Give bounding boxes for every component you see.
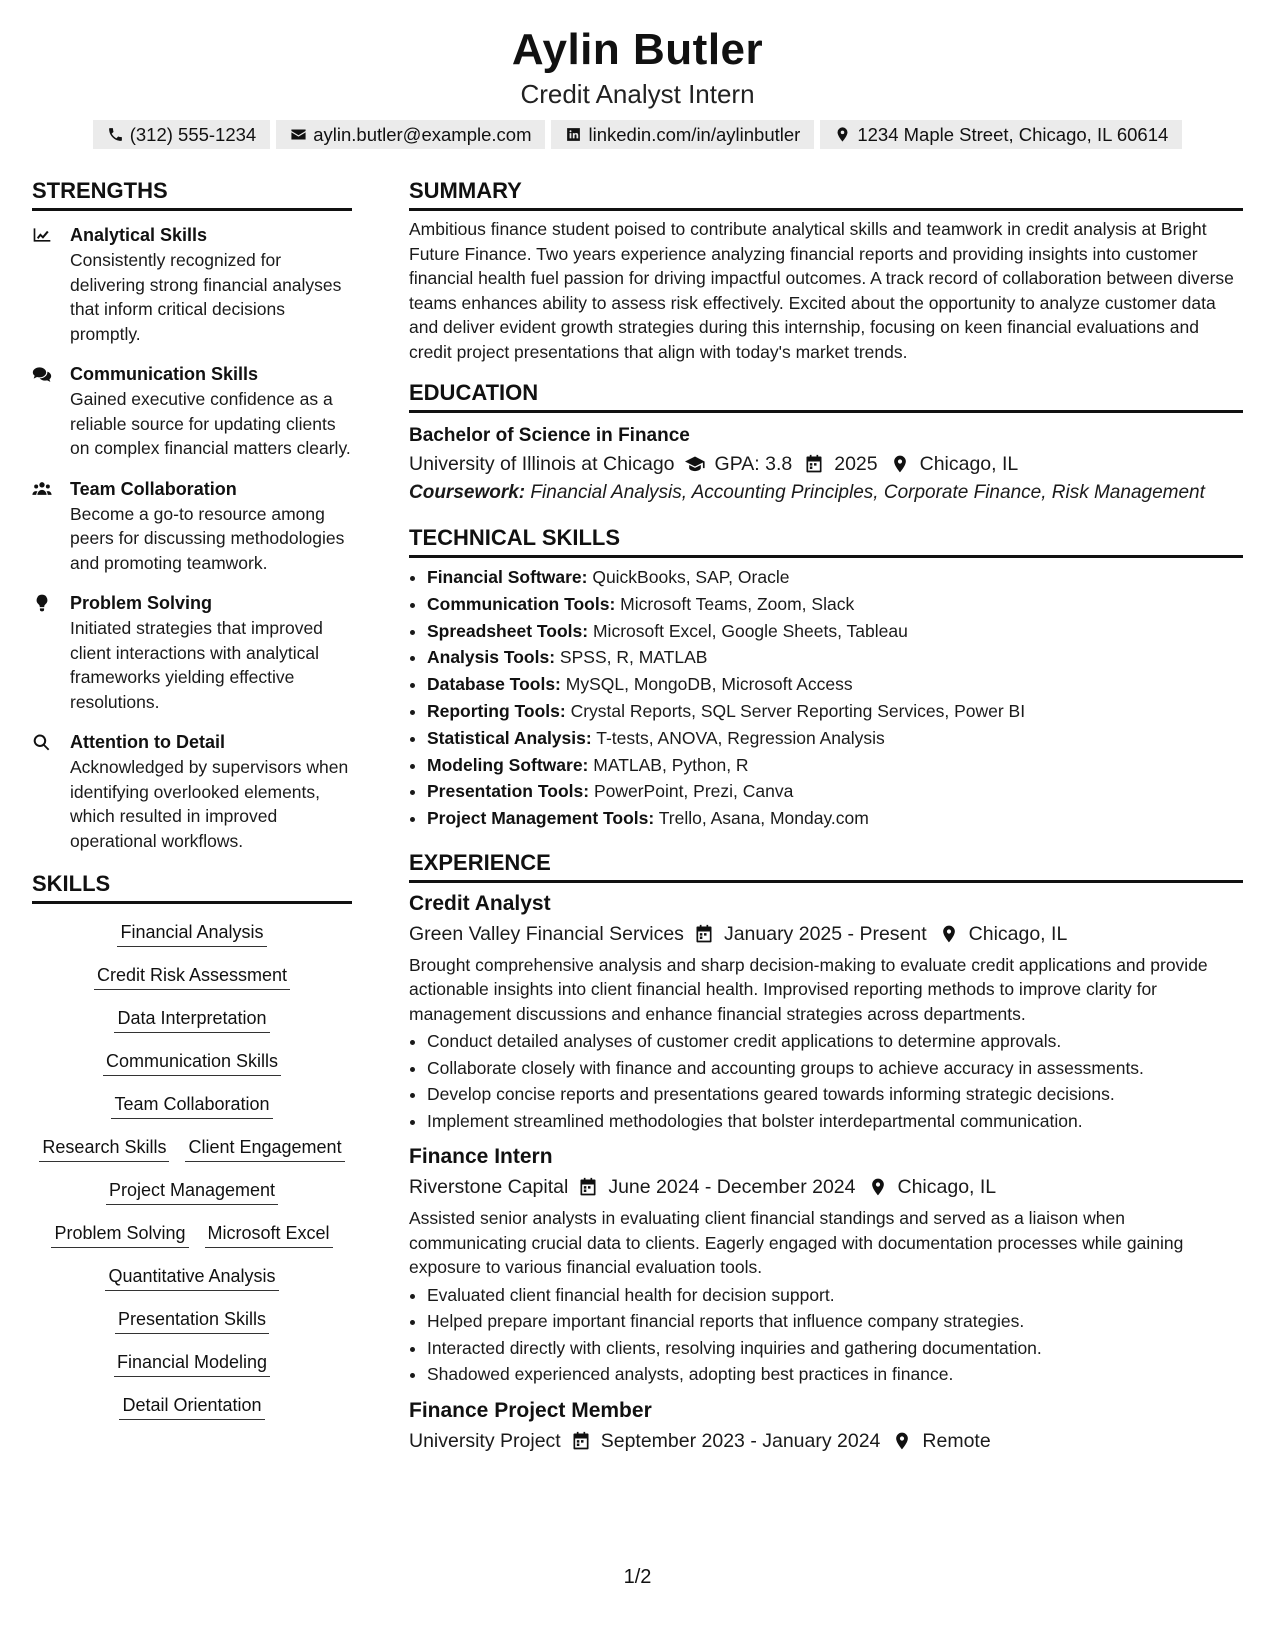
candidate-role: Credit Analyst Intern: [520, 79, 755, 109]
job-bullets: [409, 1028, 1243, 1134]
job-location: Chicago, IL: [968, 922, 1068, 945]
list-item: [427, 805, 1243, 832]
skill-tag: Presentation Skills: [115, 1307, 269, 1334]
contact-address: [820, 120, 1182, 149]
technical-skills-section: [409, 523, 1243, 832]
skill-tag: Credit Risk Assessment: [94, 963, 290, 990]
map-marker-icon: [834, 126, 851, 143]
skill-tag: Problem Solving: [51, 1221, 188, 1248]
lightbulb-icon: [32, 594, 52, 612]
skills-section: [32, 869, 352, 1420]
job-meta: [409, 1426, 1243, 1456]
strength-title: Analytical Skills: [70, 225, 208, 245]
calendar-icon: [578, 1177, 598, 1197]
strength-desc: Become a go-to resource among peers for discussing methodologies and promoting teamwork.: [70, 503, 345, 573]
list-item: • Collaborate closely with finance and accounting groups to achieve accuracy in assessments.: [427, 1055, 1243, 1082]
coursework-list: Financial Analysis, Accounting Principles, Corporate Finance, Risk Management: [530, 482, 1205, 503]
tech-skill-value: PowerPoint, Prezi, Canva: [593, 781, 794, 802]
skill-tag: Financial Modeling: [114, 1350, 270, 1377]
list-item: • Conduct detailed analyses of customer credit applications to determine approvals.: [427, 1028, 1243, 1055]
tech-skill-value: SPSS, R, MATLAB: [559, 647, 708, 668]
map-marker-icon: [892, 1431, 912, 1451]
list-item: [427, 671, 1243, 698]
education-coursework: [409, 481, 1243, 505]
education-meta: [409, 449, 1243, 479]
skill-tag: Project Management: [106, 1178, 278, 1205]
strength-title: Team Collaboration: [70, 478, 237, 499]
strength-item: [32, 223, 352, 346]
strength-desc: Acknowledged by supervisors when identifying overlooked elements, which resulted in improved operational workflows.: [70, 757, 349, 851]
job-location: Chicago, IL: [897, 1176, 997, 1199]
job-title: Finance Project Member: [409, 1398, 652, 1422]
job-location: Remote: [922, 1429, 991, 1452]
chart-line-icon: [32, 226, 52, 244]
education-location: Chicago, IL: [919, 453, 1019, 475]
job-dates: September 2023 - January 2024: [600, 1429, 881, 1452]
contact-bar: [0, 120, 1275, 149]
coursework-label: Coursework:: [409, 482, 526, 503]
contact-linkedin[interactable]: [551, 120, 814, 149]
summary-section: [409, 176, 1243, 364]
graduation-cap-icon: [685, 454, 705, 474]
contact-email[interactable]: [276, 120, 545, 149]
job-company: Riverstone Capital: [409, 1176, 569, 1199]
resume-header: [0, 24, 1275, 149]
experience-section: [409, 848, 1243, 1456]
envelope-icon: [290, 126, 307, 143]
job-company: Green Valley Financial Services: [409, 922, 684, 945]
tech-skill-value: Microsoft Teams, Zoom, Slack: [620, 593, 855, 614]
tech-skill-value: Crystal Reports, SQL Server Reporting Services, Power BI: [570, 700, 1026, 721]
list-item: [427, 752, 1243, 779]
job-dates: June 2024 - December 2024: [608, 1176, 856, 1199]
skills-tag-list: [32, 920, 352, 1420]
skill-tag: Detail Orientation: [119, 1393, 264, 1420]
page-number: 1/2: [623, 1566, 652, 1588]
strength-item: [32, 591, 352, 714]
list-item: [427, 698, 1243, 725]
strength-item: [32, 730, 352, 853]
contact-phone-text: (312) 555-1234: [129, 123, 257, 145]
tech-skill-label: Presentation Tools:: [427, 781, 590, 802]
job-entry: [409, 1142, 1243, 1388]
strength-title: Attention to Detail: [70, 732, 225, 752]
calendar-icon: [694, 924, 714, 944]
list-item: • Helped prepare important financial reports that influence company strategies.: [427, 1308, 1243, 1335]
tech-skill-label: Project Management Tools:: [427, 808, 655, 829]
contact-linkedin-text: linkedin.com/in/aylinbutler: [588, 123, 801, 145]
list-item: • Implement streamlined methodologies that bolster interdepartmental communication.: [427, 1108, 1243, 1135]
left-column: [32, 176, 352, 1420]
tech-skill-value: QuickBooks, SAP, Oracle: [592, 567, 790, 587]
calendar-icon: [571, 1431, 591, 1451]
list-item: [427, 725, 1243, 752]
list-item: [427, 644, 1243, 671]
list-item: • Develop concise reports and presentations geared towards informing strategic decisions.: [427, 1081, 1243, 1108]
job-description: Brought comprehensive analysis and sharp decision-making to evaluate credit applications and provide actionable insights into client financial health. Improvised reporting methods to improve clarity for management discussions and enhance financial strategies across departments.: [409, 954, 1208, 1024]
map-marker-icon: [890, 454, 910, 474]
summary-text: Ambitious finance student poised to contribute analytical skills and teamwork in credit analysis at Bright Future Finance. Two years experience analyzing financial reports and providing insights into customer financial health fuel passion for driving impactful outcomes. A track record of collaboration between diverse teams enhances ability to assess risk effectively. Excited about the opportunity to analyze customer data and deliver evident growth strategies during this internship, focusing on keen financial evaluations and credit project presentations that align with today's market trends.: [409, 219, 1234, 362]
strength-item: [32, 362, 352, 461]
tech-skill-label: Analysis Tools:: [427, 647, 556, 668]
experience-title: EXPERIENCE: [409, 848, 1243, 883]
education-school: University of Illinois at Chicago: [409, 453, 675, 475]
phone-icon: [107, 126, 124, 143]
job-title: Finance Intern: [409, 1145, 553, 1169]
education-year: 2025: [834, 453, 878, 475]
list-item: • Shadowed experienced analysts, adopting best practices in finance.: [427, 1361, 1243, 1388]
tech-skill-label: Communication Tools:: [427, 593, 616, 614]
skill-tag: Data Interpretation: [114, 1006, 269, 1033]
search-icon: [32, 733, 52, 751]
skill-tag: Financial Analysis: [117, 920, 266, 947]
map-marker-icon: [868, 1177, 888, 1197]
strengths-section: [32, 176, 352, 853]
job-company: University Project: [409, 1429, 561, 1452]
strength-item: [32, 477, 352, 576]
list-item: • Evaluated client financial health for decision support.: [427, 1282, 1243, 1309]
tech-skill-label: Financial Software:: [427, 567, 588, 587]
tech-skill-value: Microsoft Excel, Google Sheets, Tableau: [592, 620, 908, 641]
tech-skill-label: Statistical Analysis:: [427, 727, 592, 748]
tech-skill-value: T-tests, ANOVA, Regression Analysis: [596, 727, 885, 748]
contact-address-text: 1234 Maple Street, Chicago, IL 60614: [857, 123, 1169, 145]
right-column: [409, 176, 1243, 1456]
job-meta: [409, 919, 1243, 949]
summary-title: SUMMARY: [409, 176, 1243, 211]
map-marker-icon: [939, 924, 959, 944]
skill-tag: Research Skills: [39, 1135, 169, 1162]
tech-skill-value: MATLAB, Python, R: [593, 754, 749, 775]
linkedin-icon: [565, 126, 582, 143]
list-item: • Interacted directly with clients, resolving inquiries and gathering documentation.: [427, 1335, 1243, 1362]
job-description: Assisted senior analysts in evaluating client financial standings and served as a liaison when communicating crucial data to clients. Eagerly engaged with documentation processes while gaining exposure to various financial evaluation tools.: [409, 1208, 1184, 1278]
tech-skill-value: MySQL, MongoDB, Microsoft Access: [565, 674, 853, 695]
skill-tag: Microsoft Excel: [205, 1221, 333, 1248]
tech-skill-label: Modeling Software:: [427, 754, 589, 775]
strength-desc: Initiated strategies that improved client interactions with analytical frameworks yielding effective resolutions.: [70, 618, 323, 712]
strength-title: Problem Solving: [70, 593, 213, 613]
tech-skill-value: Trello, Asana, Monday.com: [658, 808, 869, 829]
technical-skills-list: [409, 564, 1243, 832]
tech-skill-label: Reporting Tools:: [427, 700, 566, 721]
tech-skill-label: Database Tools:: [427, 674, 561, 695]
strengths-title: STRENGTHS: [32, 176, 352, 211]
contact-phone[interactable]: [93, 120, 271, 149]
strength-desc: Consistently recognized for delivering strong financial analyses that inform critical decisions promptly.: [70, 250, 342, 344]
skill-tag: Quantitative Analysis: [105, 1264, 278, 1291]
strength-desc: Gained executive confidence as a reliable source for updating clients on complex financial matters clearly.: [70, 389, 351, 458]
job-entry: [409, 1396, 1243, 1456]
tech-skill-label: Spreadsheet Tools:: [427, 620, 589, 641]
job-bullets: [409, 1282, 1243, 1388]
education-gpa: GPA: 3.8: [714, 453, 793, 475]
education-title: EDUCATION: [409, 378, 1243, 413]
skills-title: SKILLS: [32, 869, 352, 904]
job-dates: January 2025 - Present: [723, 922, 927, 945]
education-degree: Bachelor of Science in Finance: [409, 425, 690, 446]
list-item: [427, 618, 1243, 645]
strength-title: Communication Skills: [70, 364, 259, 384]
users-icon: [32, 480, 52, 498]
skill-tag: Communication Skills: [103, 1049, 281, 1076]
list-item: [427, 591, 1243, 618]
calendar-icon: [804, 454, 824, 474]
skill-tag: Client Engagement: [185, 1135, 344, 1162]
candidate-name: Aylin Butler: [511, 25, 764, 74]
contact-email-text: aylin.butler@example.com: [313, 123, 532, 145]
technical-skills-title: TECHNICAL SKILLS: [409, 523, 1243, 558]
education-section: [409, 378, 1243, 505]
list-item: [427, 564, 1243, 591]
job-entry: [409, 889, 1243, 1135]
skill-tag: Team Collaboration: [111, 1092, 272, 1119]
job-meta: [409, 1172, 1243, 1202]
list-item: [427, 778, 1243, 805]
job-title: Credit Analyst: [409, 891, 551, 915]
comments-icon: [32, 365, 52, 383]
